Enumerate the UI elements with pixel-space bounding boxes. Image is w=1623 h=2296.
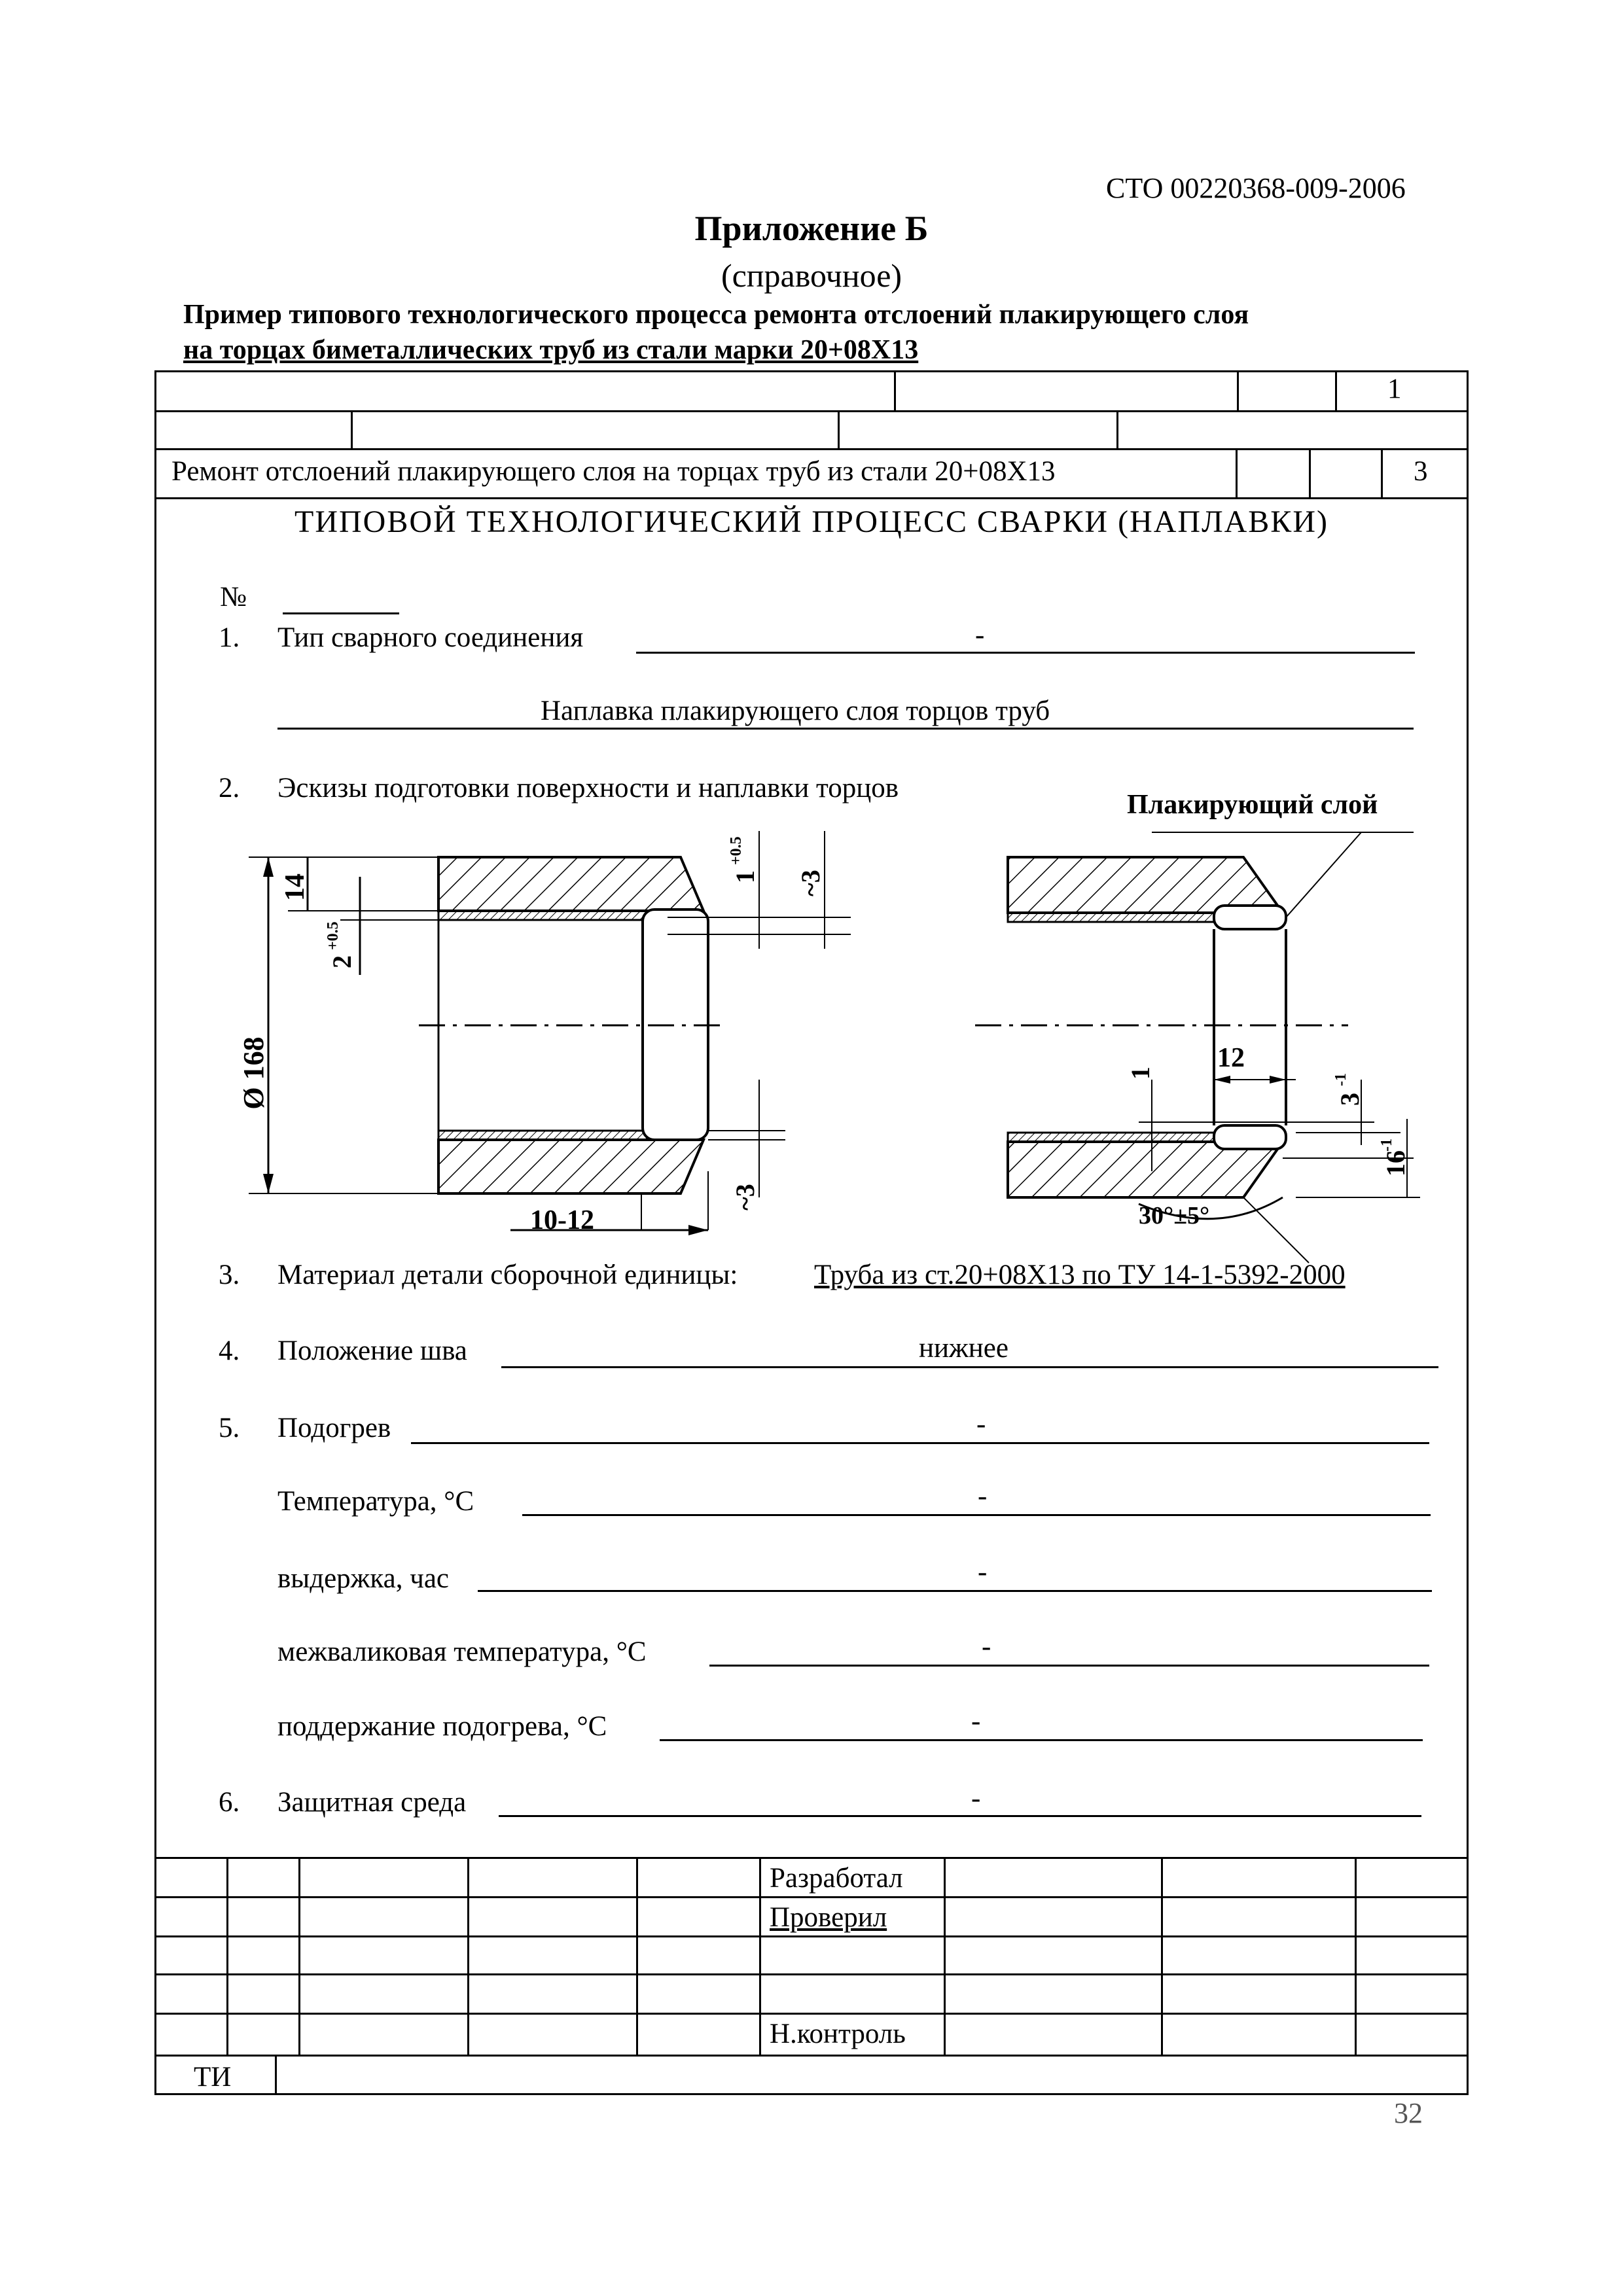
sign-line-4 <box>154 2013 1469 2015</box>
joint-type-value: - <box>975 620 985 650</box>
surface-prep-sketch <box>223 779 1466 1276</box>
heading-line-1: Пример типового технологического процесса ремонта отслоений плакирующего слоя <box>183 300 1249 330</box>
divider <box>838 410 840 448</box>
interpass-line <box>709 1665 1429 1667</box>
shielding-label: Защитная среда <box>277 1787 467 1818</box>
divider <box>275 2055 277 2095</box>
divider <box>1381 448 1383 497</box>
dim-16-tol: -1 <box>1378 1139 1395 1152</box>
dim-3-right: 3 <box>1335 1093 1364 1106</box>
position-label: Положение шва <box>277 1335 467 1366</box>
sign-line-3 <box>154 1973 1469 1975</box>
item-6-number: 6. <box>219 1787 240 1818</box>
maintain-value: - <box>971 1706 981 1737</box>
position-value: нижнее <box>919 1333 1008 1364</box>
temperature-label: Температура, °С <box>277 1486 474 1517</box>
joint-type-line <box>636 652 1415 654</box>
divider <box>1237 370 1239 410</box>
dim-2: 2 <box>327 955 357 968</box>
divider <box>1161 1857 1163 2055</box>
dim-angle: 30°±5° <box>1139 1202 1210 1229</box>
divider <box>1335 370 1337 410</box>
cladding-layer-label: Плакирующий слой <box>1127 790 1378 820</box>
dim-1-tol: +0.5 <box>728 836 745 865</box>
dim-3-right-tol: -1 <box>1332 1073 1349 1086</box>
holding-value: - <box>978 1557 988 1587</box>
item-1-number: 1. <box>219 622 240 653</box>
developed-label: Разработал <box>770 1863 903 1894</box>
dim-length: 10-12 <box>530 1205 594 1235</box>
divider <box>1236 448 1238 497</box>
dim-14: 14 <box>280 874 310 901</box>
joint-type-label: Тип сварного соединения <box>277 622 584 653</box>
dim-1-right: 1 <box>1126 1067 1155 1080</box>
divider <box>636 1857 638 2055</box>
preheat-label: Подогрев <box>277 1413 391 1443</box>
item-5-number: 5. <box>219 1413 240 1443</box>
header-row-line-2 <box>154 448 1469 450</box>
sign-line-5 <box>154 2055 1469 2057</box>
sign-line-1 <box>154 1896 1469 1898</box>
right-pipe-section <box>975 832 1420 1263</box>
heading-line-2: на торцах биметаллических труб из стали марки 20+08Х13 <box>183 335 919 365</box>
dim-12: 12 <box>1217 1043 1245 1073</box>
divider <box>944 1857 946 2055</box>
divider <box>467 1857 469 2055</box>
number-label: № <box>220 582 247 612</box>
material-value: Труба из ст.20+08Х13 по ТУ 14-1-5392-2000 <box>814 1260 1346 1290</box>
dim-3-bottom: ~3 <box>730 1184 760 1210</box>
dim-diameter: Ø 168 <box>238 1036 270 1110</box>
sign-line-2 <box>154 1935 1469 1937</box>
process-title: ТИПОВОЙ ТЕХНОЛОГИЧЕСКИЙ ПРОЦЕСС СВАРКИ (НАПЛАВКИ) <box>294 504 1329 539</box>
dim-16: 16 <box>1381 1150 1410 1176</box>
sketches-label: Эскизы подготовки поверхности и наплавки торцов <box>277 773 899 804</box>
item-3-number: 3. <box>219 1260 240 1290</box>
joint-desc-line <box>277 728 1414 730</box>
item-4-number: 4. <box>219 1335 240 1366</box>
shielding-line <box>499 1815 1421 1817</box>
doc-type-label: ТИ <box>194 2062 232 2093</box>
holding-line <box>478 1590 1432 1592</box>
temperature-value: - <box>978 1481 988 1511</box>
shielding-value: - <box>971 1783 981 1814</box>
divider <box>1355 1857 1357 2055</box>
interpass-value: - <box>982 1631 991 1662</box>
interpass-label: межваликовая температура, °С <box>277 1636 647 1667</box>
norm-control-label: Н.контроль <box>770 2019 906 2049</box>
joint-desc-value: Наплавка плакирующего слоя торцов труб <box>541 696 1050 726</box>
material-label: Материал детали сборочной единицы: <box>277 1260 738 1290</box>
preheat-value: - <box>976 1409 986 1439</box>
position-line <box>501 1366 1438 1368</box>
left-pipe-section <box>249 831 851 1235</box>
checked-label: Проверил <box>770 1902 887 1933</box>
divider <box>759 1857 761 2055</box>
header-row-line-3 <box>154 497 1469 499</box>
page-number: 32 <box>1394 2097 1423 2129</box>
maintain-line <box>660 1739 1423 1741</box>
divider <box>298 1857 300 2055</box>
operation-name: Ремонт отслоений плакирующего слоя на торцах труб из стали 20+08Х13 <box>171 456 1056 487</box>
temperature-line <box>522 1514 1431 1516</box>
appendix-title: Приложение Б <box>694 209 929 248</box>
divider <box>1309 448 1311 497</box>
document-heading <box>183 297 1249 368</box>
maintain-label: поддержание подогрева, °С <box>277 1711 607 1742</box>
number-blank <box>283 612 399 614</box>
preheat-line <box>411 1442 1429 1444</box>
divider <box>226 1857 228 2055</box>
document-code: СТО 00220368-009-2006 <box>1106 172 1406 204</box>
divider <box>894 370 896 410</box>
dim-3-top: ~3 <box>796 870 825 896</box>
sheets-total: 3 <box>1414 456 1428 487</box>
dim-1: 1 <box>730 870 760 883</box>
dim-2-tol: +0.5 <box>325 921 342 950</box>
holding-label: выдержка, час <box>277 1563 449 1594</box>
appendix-subtitle: (справочное) <box>721 257 902 294</box>
sign-line-0 <box>154 1857 1469 1859</box>
item-2-number: 2. <box>219 773 240 804</box>
divider <box>351 410 353 448</box>
sheet-number: 1 <box>1387 374 1402 404</box>
divider <box>1116 410 1118 448</box>
